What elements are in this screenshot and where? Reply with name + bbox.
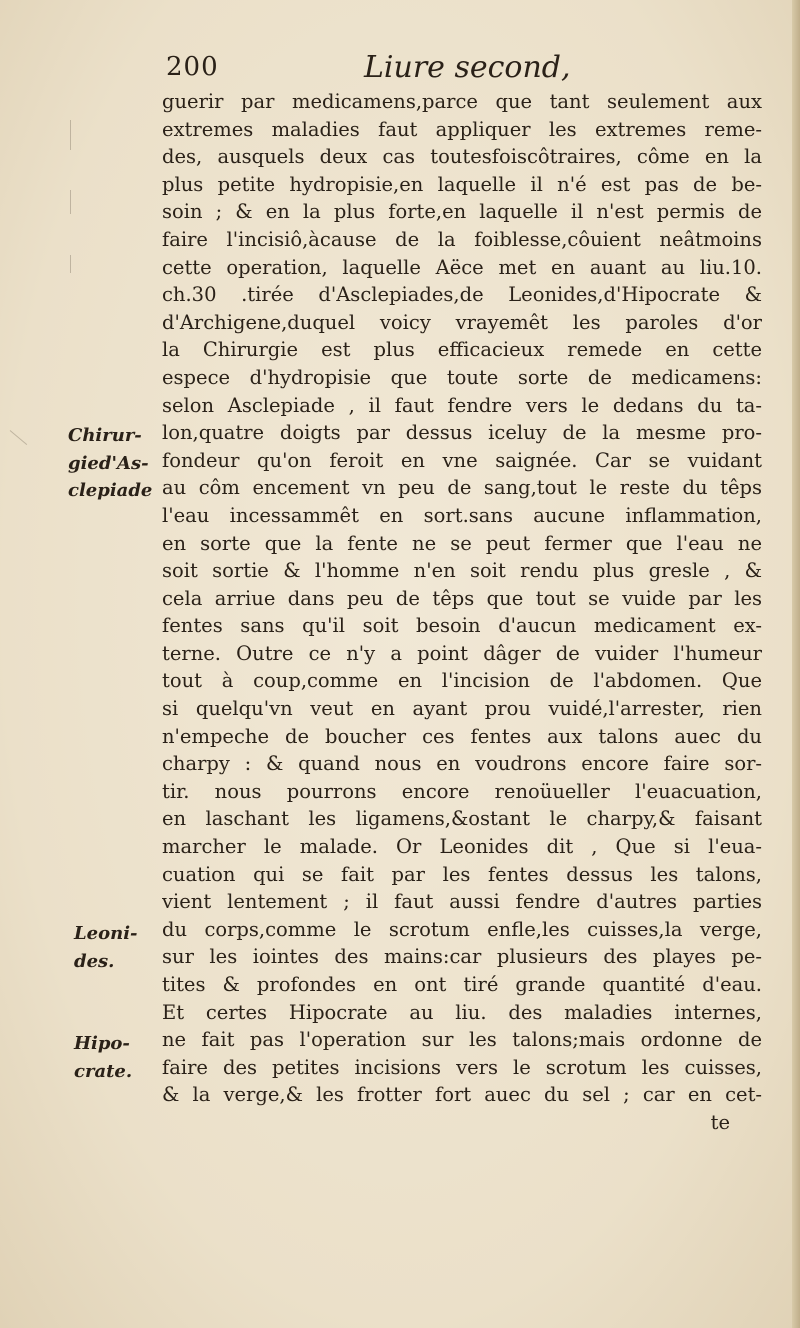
text-line: sur les iointes des mains:car plusieurs des playes pe- <box>162 945 762 969</box>
margin-note-chirurgie <box>68 422 164 505</box>
margin-note-line: crate. <box>74 1060 133 1082</box>
page-edge <box>792 0 800 1328</box>
text-line: selon Asclepiade , il faut fendre vers le dedans du ta- <box>162 393 762 417</box>
text-line: terne. Outre ce n'y a point dâger de vuider l'humeur <box>162 641 762 665</box>
text-line: vient lentement ; il faut aussi fendre d'autres parties <box>162 890 762 914</box>
pencil-mark <box>70 120 71 150</box>
text-line: l'eau incessammêt en sort.sans aucune inflammation, <box>162 503 762 527</box>
page-number: 200 <box>166 52 219 82</box>
text-line: ne fait pas l'operation sur les talons;mais ordonne de <box>162 1028 762 1052</box>
text-line: extremes maladies faut appliquer les extremes reme- <box>162 117 762 141</box>
text-line: cuation qui se fait par les fentes dessus les talons, <box>162 862 762 886</box>
text-line: tout à coup,comme en l'incision de l'abdomen. Que <box>162 669 762 693</box>
text-line: charpy : & quand nous en voudrons encore faire sor- <box>162 752 762 776</box>
text-line: tites & profondes en ont tiré grande quantité d'eau. <box>162 973 762 996</box>
text-line: des, ausquels deux cas toutesfoiscôtraires, côme en la <box>162 145 762 169</box>
margin-note-line: gied'As- <box>68 452 149 474</box>
text-line: soit sortie & l'homme n'en soit rendu plus gresle , & <box>162 559 762 583</box>
margin-note-line: Hipo- <box>74 1033 130 1054</box>
text-line: si quelqu'vn veut en ayant prou vuidé,l'arrester, rien <box>162 697 762 721</box>
text-line: en laschant les ligamens,&ostant le charpy,& faisant <box>162 807 762 831</box>
text-line: cela arriue dans peu de têps que tout se vuide par les <box>162 586 762 610</box>
text-line: cette operation, laquelle Aëce met en auant au liu.10. <box>162 255 762 279</box>
text-line: faire l'incisiô,àcause de la foiblesse,côuient neâtmoins <box>162 227 762 251</box>
text-line: Et certes Hipocrate au liu. des maladies internes, <box>162 1000 762 1024</box>
margin-note-line: clepiade <box>68 480 153 502</box>
text-line: en sorte que la fente ne se peut fermer que l'eau ne <box>162 531 762 555</box>
text-line: au côm encement vn peu de sang,tout le reste du têps <box>162 476 762 500</box>
text-line: ch.30 .tirée d'Asclepiades,de Leonides,d'Hipocrate & <box>162 283 762 307</box>
text-line: tir. nous pourrons encore renoüueller l'euacuation, <box>162 779 762 803</box>
text-line: soin ; & en la plus forte,en laquelle il n'est permis de <box>162 200 762 224</box>
text-line: n'empeche de boucher ces fentes aux talons auec du <box>162 724 762 748</box>
text-line: d'Archigene,duquel voicy vrayemêt les paroles d'or <box>162 310 762 334</box>
running-title: Liure second, <box>364 50 571 85</box>
margin-note-hipocrate <box>74 1030 170 1085</box>
text-line: du corps,comme le scrotum enfle,les cuisses,la verge, <box>162 917 762 941</box>
text-line: plus petite hydropisie,en laquelle il n'é est pas de be- <box>162 172 762 196</box>
catchword: te <box>710 1110 730 1134</box>
text-line: la Chirurgie est plus efficacieux remede en cette <box>162 338 762 362</box>
text-line: espece d'hydropisie que toute sorte de medicamens: <box>162 365 762 389</box>
text-line: faire des petites incisions vers le scrotum les cuisses, <box>162 1055 762 1079</box>
text-line: fentes sans qu'il soit besoin d'aucun medicament ex- <box>162 614 762 638</box>
text-line: fondeur qu'on feroit en vne saignée. Car se vuidant <box>162 448 762 472</box>
text-line: lon,quatre doigts par dessus iceluy de la mesme pro- <box>162 421 762 445</box>
text-line: marcher le malade. Or Leonides dit , Que si l'eua- <box>162 835 762 859</box>
text-line: guerir par medicamens,parce que tant seulement aux <box>162 90 762 113</box>
margin-note-leonides <box>74 920 170 975</box>
margin-note-line: Leoni- <box>74 923 138 944</box>
page-header <box>158 52 578 92</box>
margin-note-line: des. <box>74 950 115 972</box>
pencil-mark <box>70 255 71 273</box>
text-line: & la verge,& les frotter fort auec du sel ; car en cet- <box>162 1083 762 1107</box>
pencil-mark <box>70 190 71 214</box>
pencil-mark <box>10 430 27 445</box>
margin-note-line: Chirur- <box>68 425 142 446</box>
body-text <box>162 88 762 1137</box>
